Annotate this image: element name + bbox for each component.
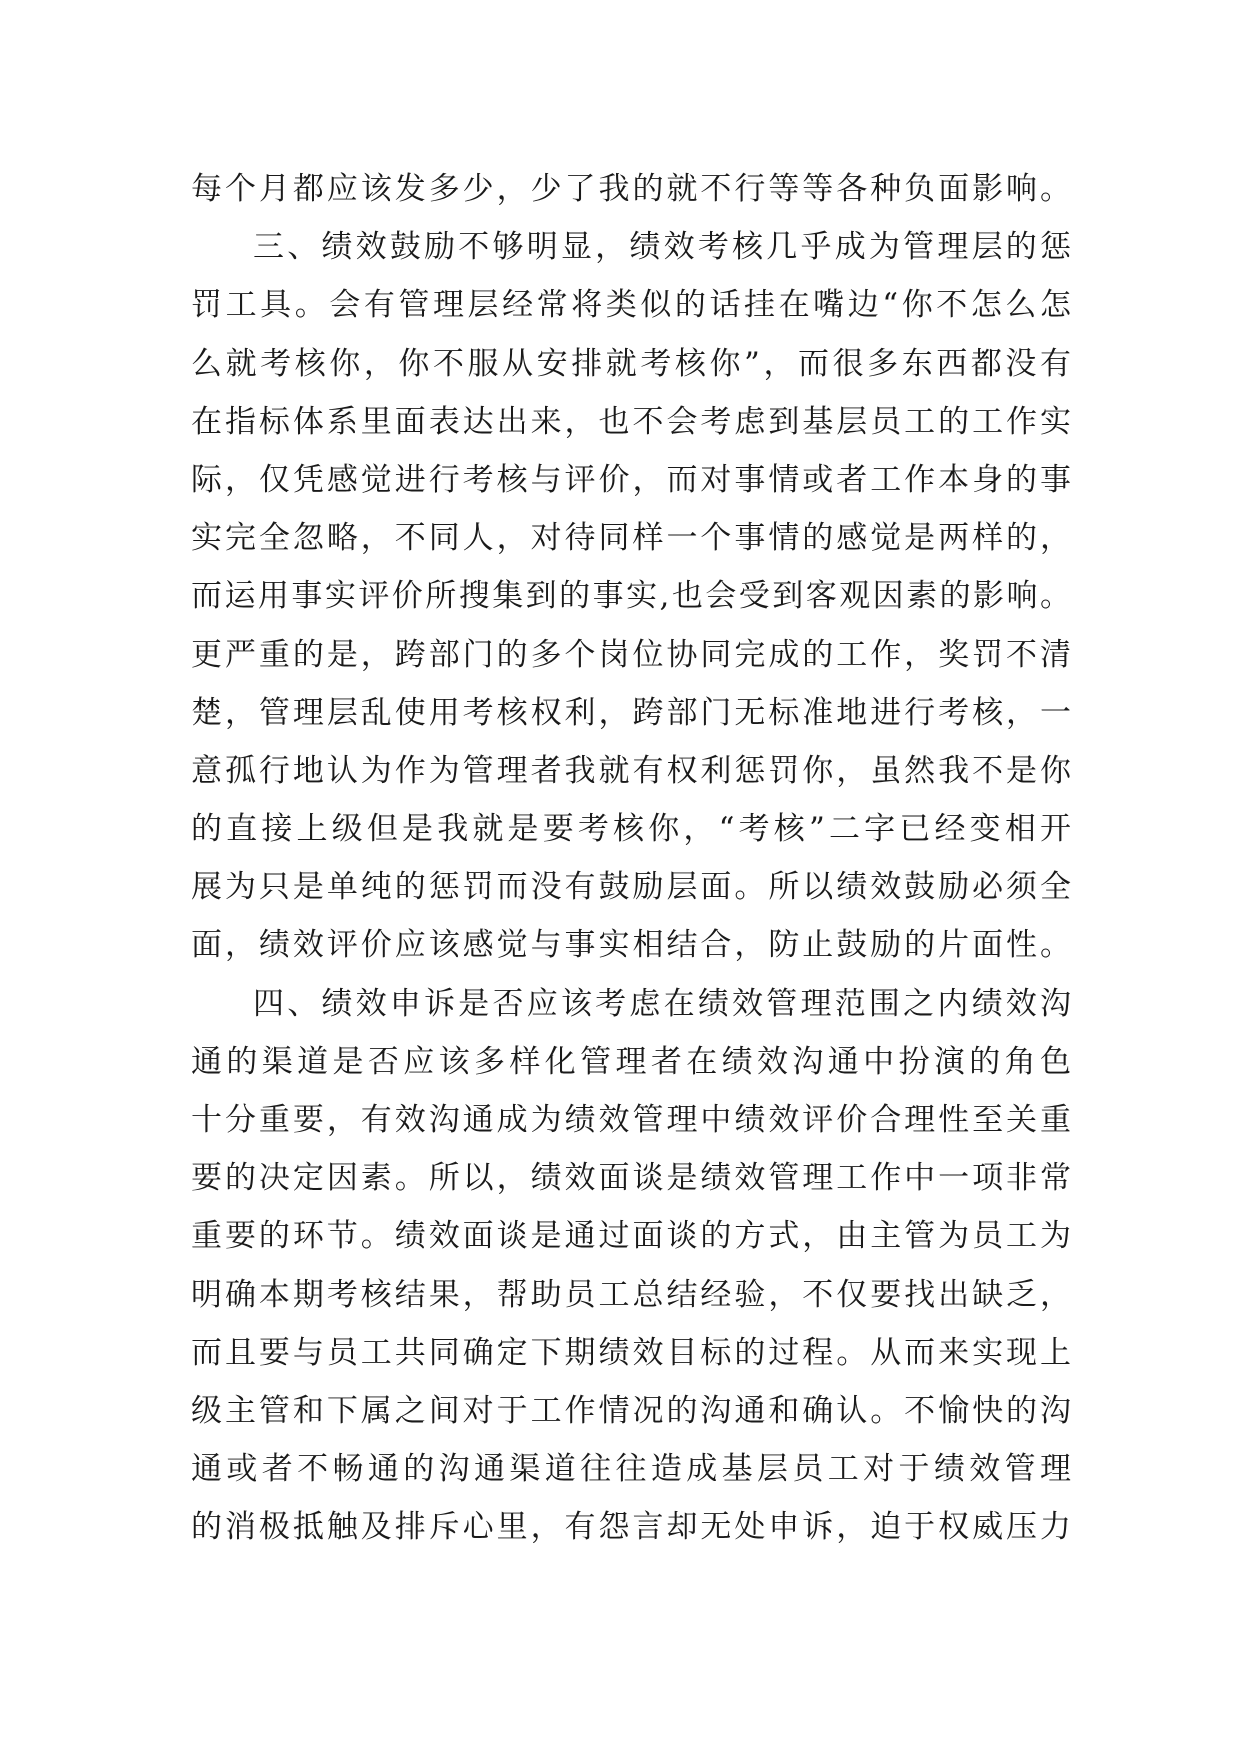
text-line: 么就考核你，你不服从安排就考核你”，而很多东西都没有	[191, 345, 1071, 382]
text-line: 四、绩效申诉是否应该考虑在绩效管理范围之内绩效沟	[253, 985, 1071, 1022]
text-line: 的消极抵触及排斥心里，有怨言却无处申诉，迫于权威压力	[191, 1509, 1071, 1546]
text-line: 面，绩效评价应该感觉与事实相结合，防止鼓励的片面性。	[191, 927, 1071, 964]
text-line: 展为只是单纯的惩罚而没有鼓励层面。所以绩效鼓励必须全	[191, 869, 1071, 906]
body-text	[191, 160, 1071, 1557]
text-line: 罚工具。会有管理层经常将类似的话挂在嘴边“你不怎么怎	[191, 287, 1071, 324]
text-line: 意孤行地认为作为管理者我就有权利惩罚你，虽然我不是你	[191, 752, 1071, 789]
text-line: 的直接上级但是我就是要考核你，“考核”二字已经变相开	[191, 811, 1071, 848]
text-line: 明确本期考核结果，帮助员工总结经验，不仅要找出缺乏，	[191, 1276, 1071, 1313]
text-line: 而运用事实评价所搜集到的事实,也会受到客观因素的影响。	[191, 578, 1071, 615]
text-line: 际，仅凭感觉进行考核与评价，而对事情或者工作本身的事	[191, 461, 1071, 498]
text-line: 级主管和下属之间对于工作情况的沟通和确认。不愉快的沟	[191, 1392, 1071, 1429]
text-line: 重要的环节。绩效面谈是通过面谈的方式，由主管为员工为	[191, 1218, 1071, 1255]
text-line: 通的渠道是否应该多样化管理者在绩效沟通中扮演的角色	[191, 1043, 1071, 1080]
text-line: 通或者不畅通的沟通渠道往往造成基层员工对于绩效管理	[191, 1451, 1071, 1488]
text-line: 要的决定因素。所以，绩效面谈是绩效管理工作中一项非常	[191, 1160, 1071, 1197]
text-line: 十分重要，有效沟通成为绩效管理中绩效评价合理性至关重	[191, 1102, 1071, 1138]
text-line: 三、绩效鼓励不够明显，绩效考核几乎成为管理层的惩	[253, 229, 1071, 266]
text-line: 在指标体系里面表达出来，也不会考虑到基层员工的工作实	[191, 403, 1071, 440]
text-line: 实完全忽略，不同人，对待同样一个事情的感觉是两样的，	[191, 520, 1071, 557]
text-line: 而且要与员工共同确定下期绩效目标的过程。从而来实现上	[191, 1334, 1071, 1371]
text-line: 楚，管理层乱使用考核权利，跨部门无标准地进行考核，一	[191, 694, 1071, 731]
text-line: 更严重的是，跨部门的多个岗位协同完成的工作，奖罚不清	[191, 636, 1071, 673]
text-line: 每个月都应该发多少，少了我的就不行等等各种负面影响。	[191, 171, 1071, 207]
